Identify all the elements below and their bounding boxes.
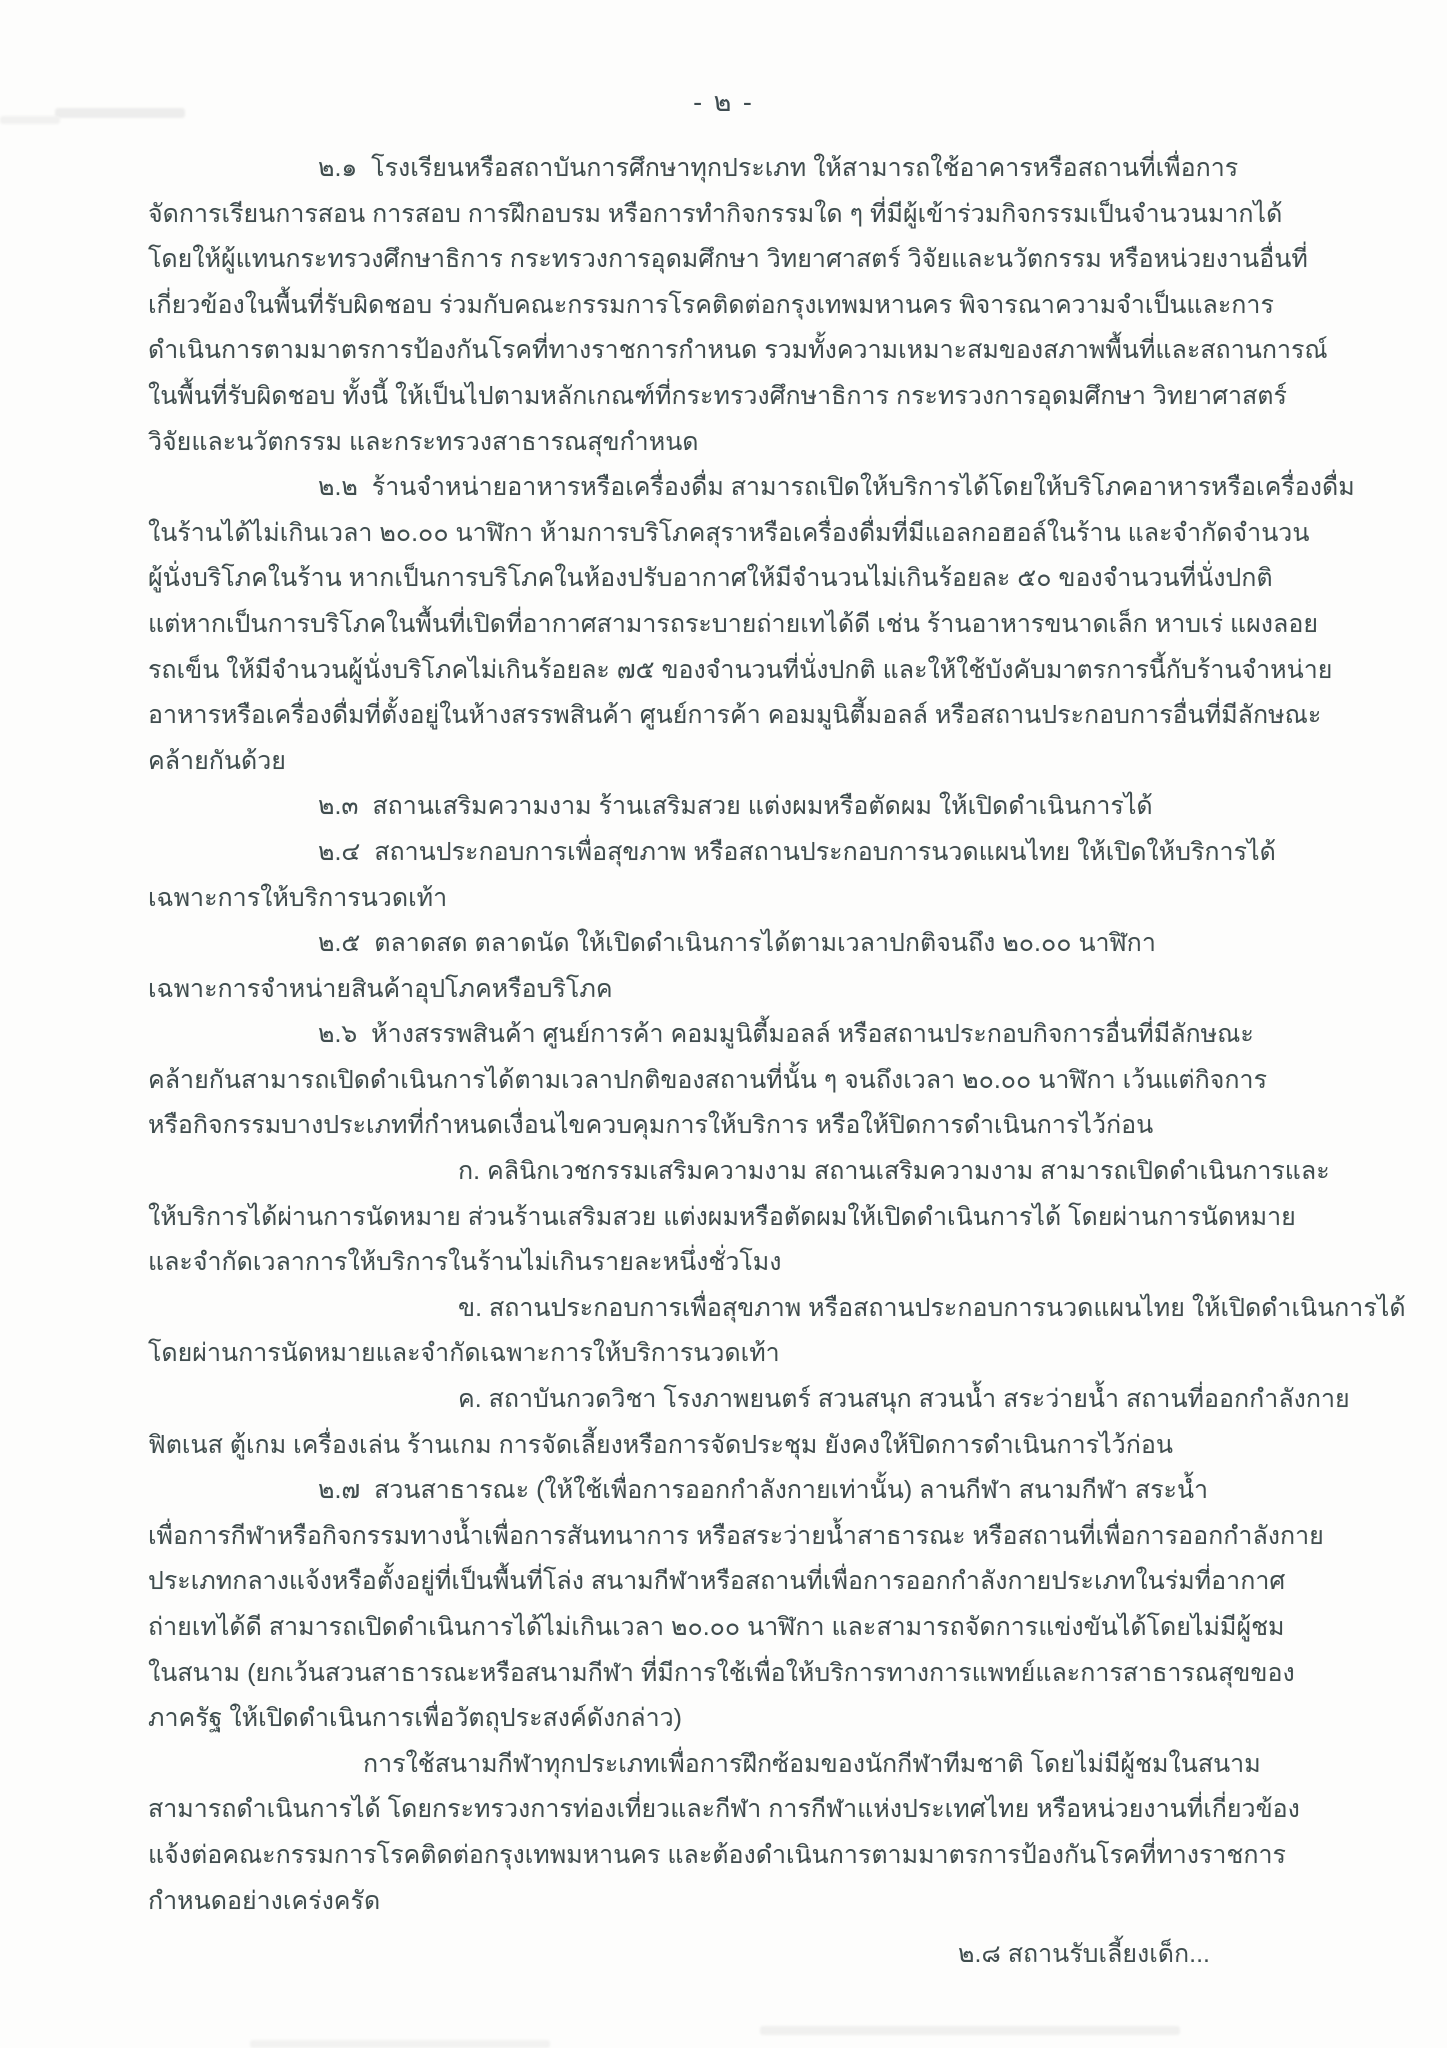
scan-artifact (250, 2040, 550, 2048)
text-line: ในพื้นที่รับผิดชอบ ทั้งนี้ ให้เป็นไปตามหลักเกณฑ์ที่กระทรวงศึกษาธิการ กระทรวงการอุดมศึกษา วิทยาศาสตร์ (148, 381, 1287, 410)
text-line: โดยให้ผู้แทนกระทรวงศึกษาธิการ กระทรวงการอุดมศึกษา วิทยาศาสตร์ วิจัยและนวัตกรรม หรือหน่วยงานอื่นที่ (148, 245, 1308, 274)
text-line: คล้ายกันด้วย (148, 746, 286, 775)
document-body (148, 146, 1406, 1924)
text-line: ให้บริการได้ผ่านการนัดหมาย ส่วนร้านเสริมสวย แต่งผมหรือตัดผมให้เปิดดำเนินการได้ โดยผ่านการนัดหมาย (148, 1202, 1296, 1231)
text-line: หรือกิจกรรมบางประเภทที่กำหนดเงื่อนไขควบคุมการให้บริการ หรือให้ปิดการดำเนินการไว้ก่อน (148, 1111, 1154, 1140)
continuation-catchword: ๒.๘ สถานรับเลี้ยงเด็ก... (958, 1940, 1210, 1968)
text-line: โดยผ่านการนัดหมายและจำกัดเฉพาะการให้บริการนวดเท้า (148, 1339, 780, 1368)
text-line: เกี่ยวข้องในพื้นที่รับผิดชอบ ร่วมกับคณะกรรมการโรคติดต่อกรุงเทพมหานคร พิจารณาความจำเป็นและการ (148, 290, 1274, 319)
scan-artifact (55, 108, 185, 118)
text-line: ๒.๗ สวนสาธารณะ (ให้ใช้เพื่อการออกกำลังกายเท่านั้น) ลานกีฬา สนามกีฬา สระน้ำ (318, 1476, 1209, 1505)
text-line: ๒.๕ ตลาดสด ตลาดนัด ให้เปิดดำเนินการได้ตามเวลาปกติจนถึง ๒๐.๐๐ นาฬิกา (318, 929, 1156, 958)
text-line: กำหนดอย่างเคร่งครัด (148, 1886, 381, 1915)
text-line: ถ่ายเทได้ดี สามารถเปิดดำเนินการได้ไม่เกินเวลา ๒๐.๐๐ นาฬิกา และสามารถจัดการแข่งขันได้โดยไม่มีผู้ชม (148, 1613, 1285, 1641)
text-line: รถเข็น ให้มีจำนวนผู้นั่งบริโภคไม่เกินร้อยละ ๗๕ ของจำนวนที่นั่งปกติ และให้ใช้บังคับมาตรการนี้กับร้านจำหน่าย (148, 655, 1333, 684)
text-line: อาหารหรือเครื่องดื่มที่ตั้งอยู่ในห้างสรรพสินค้า ศูนย์การค้า คอมมูนิตี้มอลล์ หรือสถานประกอบการอื่นที่มีลักษณะ (148, 701, 1322, 730)
text-line: ๒.๔ สถานประกอบการเพื่อสุขภาพ หรือสถานประกอบการนวดแผนไทย ให้เปิดให้บริการได้ (318, 837, 1276, 866)
text-line: วิจัยและนวัตกรรม และกระทรวงสาธารณสุขกำหนด (148, 427, 699, 456)
text-line: แต่หากเป็นการบริโภคในพื้นที่เปิดที่อากาศสามารถระบายถ่ายเทได้ดี เช่น ร้านอาหารขนาดเล็ก หาบเร่ แผงลอย (148, 609, 1318, 638)
text-line: แจ้งต่อคณะกรรมการโรคติดต่อกรุงเทพมหานคร และต้องดำเนินการตามมาตรการป้องกันโรคที่ทางราชการ (148, 1840, 1286, 1869)
page-number: - ๒ - (693, 87, 754, 117)
text-line: เฉพาะการให้บริการนวดเท้า (148, 883, 448, 912)
text-line: ๒.๑ โรงเรียนหรือสถาบันการศึกษาทุกประเภท ให้สามารถใช้อาคารหรือสถานที่เพื่อการ (318, 154, 1239, 182)
scan-artifact (0, 116, 60, 124)
text-line: เพื่อการกีฬาหรือกิจกรรมทางน้ำเพื่อการสันทนาการ หรือสระว่ายน้ำสาธารณะ หรือสถานที่เพื่อการออกกำลังกาย (148, 1521, 1324, 1550)
text-line: ข. สถานประกอบการเพื่อสุขภาพ หรือสถานประกอบการนวดแผนไทย ให้เปิดดำเนินการได้ (458, 1293, 1406, 1322)
text-line: ดำเนินการตามมาตรการป้องกันโรคที่ทางราชการกำหนด รวมทั้งความเหมาะสมของสภาพพื้นที่และสถานการณ์ (148, 336, 1328, 365)
text-line: คล้ายกันสามารถเปิดดำเนินการได้ตามเวลาปกติของสถานที่นั้น ๆ จนถึงเวลา ๒๐.๐๐ นาฬิกา เว้นแต่กิจการ (148, 1065, 1268, 1094)
text-line: ผู้นั่งบริโภคในร้าน หากเป็นการบริโภคในห้องปรับอากาศให้มีจำนวนไม่เกินร้อยละ ๕๐ ของจำนวนที่นั่งปกติ (148, 564, 1273, 593)
text-line: ประเภทกลางแจ้งหรือตั้งอยู่ที่เป็นพื้นที่โล่ง สนามกีฬาหรือสถานที่เพื่อการออกกำลังกายประเภทในร่มที่อากาศ (148, 1567, 1286, 1596)
text-line: และจำกัดเวลาการให้บริการในร้านไม่เกินรายละหนึ่งชั่วโมง (148, 1248, 782, 1277)
text-line: ภาครัฐ ให้เปิดดำเนินการเพื่อวัตถุประสงค์ดังกล่าว) (148, 1704, 683, 1733)
text-line: ๒.๖ ห้างสรรพสินค้า ศูนย์การค้า คอมมูนิตี้มอลล์ หรือสถานประกอบกิจการอื่นที่มีลักษณะ (318, 1020, 1254, 1049)
text-line: เฉพาะการจำหน่ายสินค้าอุปโภคหรือบริโภค (148, 974, 613, 1003)
text-line: จัดการเรียนการสอน การสอบ การฝึกอบรม หรือการทำกิจกรรมใด ๆ ที่มีผู้เข้าร่วมกิจกรรมเป็นจำนวนมากได้ (148, 199, 1283, 228)
text-line: การใช้สนามกีฬาทุกประเภทเพื่อการฝึกซ้อมของนักกีฬาทีมชาติ โดยไม่มีผู้ชมในสนาม (363, 1749, 1261, 1778)
text-line: ในสนาม (ยกเว้นสวนสาธารณะหรือสนามกีฬา ที่มีการใช้เพื่อให้บริการทางการแพทย์และการสาธารณสุขของ (148, 1658, 1295, 1687)
text-line: สามารถดำเนินการได้ โดยกระทรวงการท่องเที่ยวและกีฬา การกีฬาแห่งประเทศไทย หรือหน่วยงานที่เกี่ยวข้อง (148, 1795, 1300, 1824)
text-line: ๒.๓ สถานเสริมความงาม ร้านเสริมสวย แต่งผมหรือตัดผม ให้เปิดดำเนินการได้ (318, 792, 1153, 821)
text-line: ๒.๒ ร้านจำหน่ายอาหารหรือเครื่องดื่ม สามารถเปิดให้บริการได้โดยให้บริโภคอาหารหรือเครื่องดื่ม (318, 473, 1355, 502)
text-line: ค. สถาบันกวดวิชา โรงภาพยนตร์ สวนสนุก สวนน้ำ สระว่ายน้ำ สถานที่ออกกำลังกาย (458, 1385, 1350, 1414)
scan-artifact (760, 2026, 1180, 2035)
text-line: ก. คลินิกเวชกรรมเสริมความงาม สถานเสริมความงาม สามารถเปิดดำเนินการและ (458, 1157, 1330, 1186)
text-line: ในร้านได้ไม่เกินเวลา ๒๐.๐๐ นาฬิกา ห้ามการบริโภคสุราหรือเครื่องดื่มที่มีแอลกอฮอล์ในร้าน และจำกัดจำนวน (148, 518, 1310, 547)
text-line: ฟิตเนส ตู้เกม เครื่องเล่น ร้านเกม การจัดเลี้ยงหรือการจัดประชุม ยังคงให้ปิดการดำเนินการไว้ก่อน (148, 1430, 1173, 1459)
